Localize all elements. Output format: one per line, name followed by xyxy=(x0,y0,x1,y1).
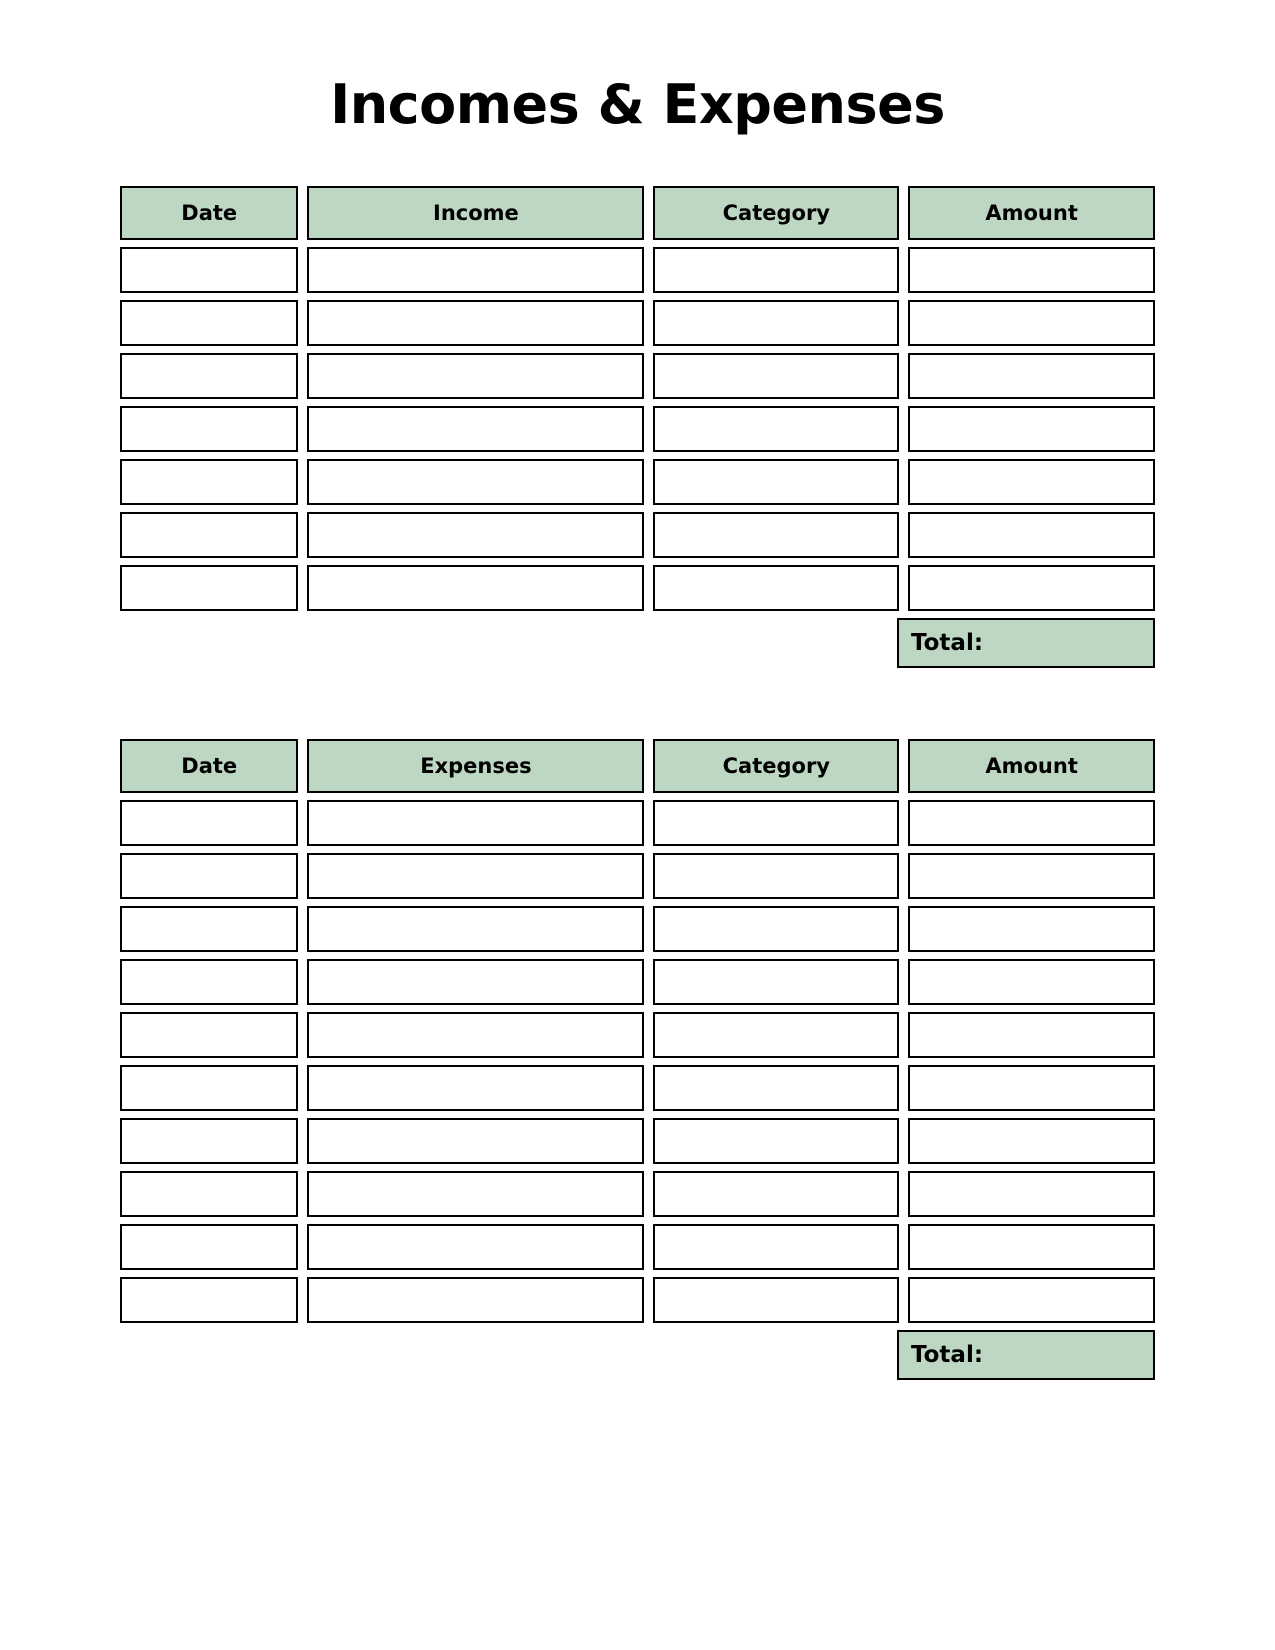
table-row xyxy=(120,353,1155,399)
table-row xyxy=(120,906,1155,952)
expenses-cell-description[interactable] xyxy=(307,853,644,899)
expenses-cell-category[interactable] xyxy=(653,1224,899,1270)
income-total-cell[interactable] xyxy=(897,618,1155,668)
expenses-cell-date[interactable] xyxy=(120,1171,298,1217)
expenses-cell-date[interactable] xyxy=(120,1118,298,1164)
table-row xyxy=(120,247,1155,293)
income-cell-date[interactable] xyxy=(120,565,298,611)
expenses-cell-amount[interactable] xyxy=(908,959,1155,1005)
income-cell-date[interactable] xyxy=(120,459,298,505)
table-row xyxy=(120,512,1155,558)
expenses-header-date: Date xyxy=(120,739,298,793)
expenses-cell-amount[interactable] xyxy=(908,1224,1155,1270)
expenses-cell-category[interactable] xyxy=(653,1012,899,1058)
table-row xyxy=(120,300,1155,346)
expenses-table-header-row xyxy=(120,739,1155,793)
table-row xyxy=(120,800,1155,846)
income-cell-category[interactable] xyxy=(653,406,899,452)
expenses-cell-category[interactable] xyxy=(653,959,899,1005)
expenses-cell-amount[interactable] xyxy=(908,906,1155,952)
expenses-cell-category[interactable] xyxy=(653,1171,899,1217)
expenses-cell-description[interactable] xyxy=(307,1065,644,1111)
expenses-cell-category[interactable] xyxy=(653,1065,899,1111)
expenses-total-cell[interactable] xyxy=(897,1330,1155,1380)
expenses-cell-date[interactable] xyxy=(120,853,298,899)
expenses-cell-category[interactable] xyxy=(653,1277,899,1323)
income-header-category: Category xyxy=(653,186,899,240)
page-title: Incomes & Expenses xyxy=(330,73,945,136)
expenses-table xyxy=(120,739,1155,1380)
expenses-cell-amount[interactable] xyxy=(908,1065,1155,1111)
expenses-cell-category[interactable] xyxy=(653,1118,899,1164)
income-cell-category[interactable] xyxy=(653,512,899,558)
income-cell-category[interactable] xyxy=(653,565,899,611)
table-row xyxy=(120,406,1155,452)
expenses-cell-date[interactable] xyxy=(120,1065,298,1111)
table-row xyxy=(120,1065,1155,1111)
income-cell-date[interactable] xyxy=(120,247,298,293)
table-row xyxy=(120,1012,1155,1058)
expenses-cell-amount[interactable] xyxy=(908,1012,1155,1058)
expenses-cell-category[interactable] xyxy=(653,853,899,899)
table-row xyxy=(120,565,1155,611)
expenses-cell-amount[interactable] xyxy=(908,1171,1155,1217)
expenses-header-category: Category xyxy=(653,739,899,793)
expenses-cell-date[interactable] xyxy=(120,1224,298,1270)
expenses-cell-amount[interactable] xyxy=(908,1277,1155,1323)
income-cell-description[interactable] xyxy=(307,459,644,505)
income-total-label: Total: xyxy=(911,630,984,656)
income-table-header-row xyxy=(120,186,1155,240)
expenses-cell-date[interactable] xyxy=(120,1277,298,1323)
income-cell-date[interactable] xyxy=(120,300,298,346)
expenses-cell-description[interactable] xyxy=(307,906,644,952)
income-cell-amount[interactable] xyxy=(908,300,1155,346)
expenses-cell-amount[interactable] xyxy=(908,1118,1155,1164)
expenses-cell-category[interactable] xyxy=(653,800,899,846)
income-cell-description[interactable] xyxy=(307,565,644,611)
expenses-cell-category[interactable] xyxy=(653,906,899,952)
table-row xyxy=(120,853,1155,899)
income-cell-date[interactable] xyxy=(120,512,298,558)
table-row xyxy=(120,1171,1155,1217)
table-row xyxy=(120,1224,1155,1270)
income-cell-amount[interactable] xyxy=(908,565,1155,611)
expenses-total-label: Total: xyxy=(911,1342,984,1368)
expenses-cell-description[interactable] xyxy=(307,959,644,1005)
income-cell-category[interactable] xyxy=(653,353,899,399)
expenses-cell-amount[interactable] xyxy=(908,853,1155,899)
expenses-cell-description[interactable] xyxy=(307,1012,644,1058)
table-row xyxy=(120,459,1155,505)
expenses-cell-date[interactable] xyxy=(120,1012,298,1058)
expenses-header-expenses: Expenses xyxy=(307,739,644,793)
expenses-header-amount: Amount xyxy=(908,739,1155,793)
expenses-cell-description[interactable] xyxy=(307,1224,644,1270)
table-row xyxy=(120,1118,1155,1164)
expenses-total-row xyxy=(120,1330,1155,1380)
income-header-income: Income xyxy=(307,186,644,240)
income-cell-description[interactable] xyxy=(307,247,644,293)
income-cell-amount[interactable] xyxy=(908,247,1155,293)
income-cell-amount[interactable] xyxy=(908,406,1155,452)
expenses-cell-date[interactable] xyxy=(120,800,298,846)
income-cell-date[interactable] xyxy=(120,406,298,452)
income-cell-category[interactable] xyxy=(653,247,899,293)
expenses-cell-description[interactable] xyxy=(307,1118,644,1164)
income-cell-category[interactable] xyxy=(653,459,899,505)
expenses-cell-description[interactable] xyxy=(307,1171,644,1217)
table-row xyxy=(120,1277,1155,1323)
expenses-cell-description[interactable] xyxy=(307,800,644,846)
income-header-amount: Amount xyxy=(908,186,1155,240)
income-cell-amount[interactable] xyxy=(908,459,1155,505)
income-cell-description[interactable] xyxy=(307,353,644,399)
income-cell-description[interactable] xyxy=(307,512,644,558)
expenses-cell-date[interactable] xyxy=(120,959,298,1005)
income-cell-date[interactable] xyxy=(120,353,298,399)
income-cell-category[interactable] xyxy=(653,300,899,346)
table-row xyxy=(120,959,1155,1005)
income-header-date: Date xyxy=(120,186,298,240)
income-table xyxy=(120,186,1155,668)
expenses-cell-description[interactable] xyxy=(307,1277,644,1323)
income-cell-amount[interactable] xyxy=(908,512,1155,558)
income-cell-amount[interactable] xyxy=(908,353,1155,399)
income-cell-description[interactable] xyxy=(307,300,644,346)
income-total-row xyxy=(120,618,1155,668)
income-cell-description[interactable] xyxy=(307,406,644,452)
expenses-cell-date[interactable] xyxy=(120,906,298,952)
expenses-cell-amount[interactable] xyxy=(908,800,1155,846)
